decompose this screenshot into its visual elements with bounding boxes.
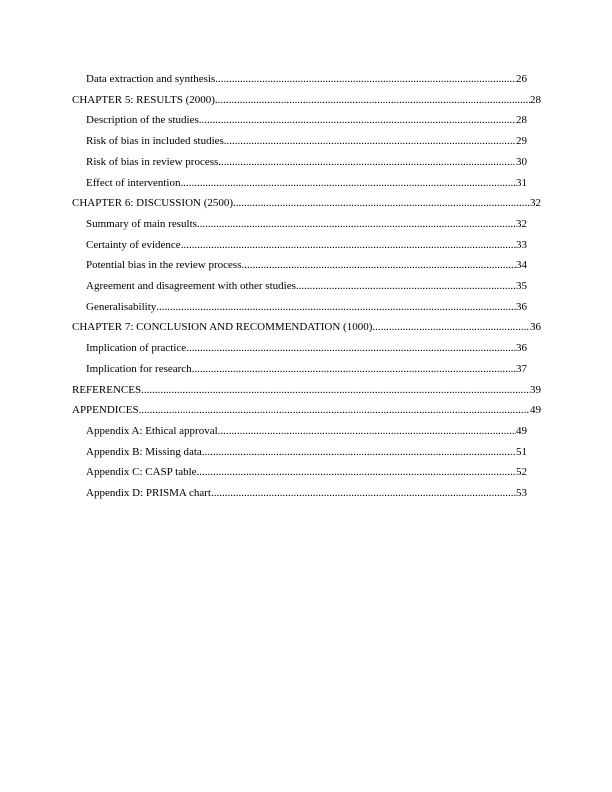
toc-dot-leader — [372, 317, 530, 337]
toc-dot-leader — [211, 483, 516, 503]
toc-dot-leader — [141, 380, 530, 400]
toc-section-entry[interactable] — [86, 235, 527, 255]
toc-section-entry[interactable] — [86, 442, 527, 462]
toc-page-number: 36 — [516, 342, 527, 355]
toc-dot-leader — [186, 338, 516, 358]
toc-page-number: 39 — [530, 383, 541, 396]
toc-chapter-entry[interactable] — [72, 193, 541, 213]
toc-entry-title: Implication of practice — [86, 342, 187, 355]
toc-dot-leader — [180, 173, 516, 193]
toc-entry-title: Data extraction and synthesis — [86, 73, 216, 85]
toc-entry-title: Appendix C: CASP table — [86, 466, 197, 479]
toc-page-number: 28 — [516, 114, 527, 127]
toc-dot-leader — [215, 90, 530, 110]
toc-section-entry[interactable] — [86, 297, 527, 317]
toc-entry-title: CHAPTER 6: DISCUSSION (2500) — [72, 197, 234, 210]
toc-section-entry[interactable] — [86, 152, 527, 172]
toc-chapter-entry[interactable] — [72, 90, 541, 110]
toc-dot-leader — [202, 442, 516, 462]
toc-page-number: 33 — [516, 238, 527, 251]
toc-entry-title: Agreement and disagreement with other studies — [86, 280, 296, 292]
toc-dot-leader — [242, 255, 517, 275]
toc-dot-leader — [156, 297, 516, 317]
toc-section-entry[interactable] — [86, 69, 527, 89]
toc-section-entry[interactable] — [86, 214, 527, 234]
toc-entry-title: Appendix A: Ethical approval — [86, 424, 218, 437]
toc-entry-title: Generalisability — [86, 300, 157, 313]
toc-chapter-entry[interactable] — [72, 400, 541, 420]
toc-page-number: 26 — [516, 73, 527, 85]
toc-entry-title: CHAPTER 7: CONCLUSION AND RECOMMENDATION (1000) — [72, 321, 373, 334]
toc-page-number: 29 — [516, 135, 527, 148]
toc-dot-leader — [224, 131, 516, 151]
toc-page-number: 36 — [516, 300, 527, 313]
toc-entry-title: Appendix B: Missing data — [86, 445, 202, 458]
toc-dot-leader — [197, 214, 516, 234]
toc-entry-title: Certainty of evidence — [86, 238, 181, 251]
toc-entry-title: Potential bias in the review process — [86, 259, 242, 272]
toc-dot-leader — [199, 110, 516, 130]
toc-page-number: 32 — [530, 197, 541, 210]
toc-page-number: 34 — [516, 259, 527, 272]
toc-entry-title: REFERENCES — [72, 383, 142, 396]
toc-dot-leader — [192, 359, 516, 379]
toc-dot-leader — [296, 276, 516, 296]
toc-section-entry[interactable] — [86, 359, 527, 379]
toc-entry-title: Appendix D: PRISMA chart — [86, 487, 211, 499]
toc-entry-title: Effect of intervention — [86, 176, 181, 189]
toc-section-entry[interactable] — [86, 131, 527, 151]
toc-page-number: 35 — [516, 280, 527, 292]
toc-chapter-entry[interactable] — [72, 317, 541, 337]
toc-dot-leader — [215, 69, 516, 89]
toc-section-entry[interactable] — [86, 173, 527, 193]
toc-page-number: 31 — [516, 176, 527, 189]
toc-page-number: 37 — [516, 362, 527, 375]
toc-page-number: 53 — [516, 487, 527, 499]
toc-section-entry[interactable] — [86, 255, 527, 275]
toc-entry-title: Risk of bias in review process — [86, 155, 219, 168]
toc-page-number: 32 — [516, 217, 527, 230]
toc-dot-leader — [181, 235, 516, 255]
toc-section-entry[interactable] — [86, 338, 527, 358]
toc-entry-title: Risk of bias in included studies — [86, 135, 224, 148]
toc-dot-leader — [218, 421, 516, 441]
toc-entry-title: Implication for research — [86, 362, 192, 375]
toc-page-number: 49 — [516, 424, 527, 437]
toc-section-entry[interactable] — [86, 483, 527, 503]
toc-entry-title: Summary of main results — [86, 217, 197, 230]
toc-section-entry[interactable] — [86, 421, 527, 441]
toc-chapter-entry[interactable] — [72, 380, 541, 400]
toc-dot-leader — [139, 400, 530, 420]
toc-dot-leader — [233, 193, 530, 213]
toc-page-number: 28 — [530, 93, 541, 106]
toc-page-number: 52 — [516, 466, 527, 479]
toc-entry-title: CHAPTER 5: RESULTS (2000) — [72, 93, 215, 106]
toc-page-number: 30 — [516, 155, 527, 168]
toc-page-number: 49 — [530, 404, 541, 417]
toc-page-number: 51 — [516, 445, 527, 458]
toc-dot-leader — [218, 152, 516, 172]
toc-page-number: 36 — [530, 321, 541, 334]
toc-entry-title: Description of the studies — [86, 114, 199, 127]
toc-dot-leader — [197, 462, 516, 482]
toc-section-entry[interactable] — [86, 110, 527, 130]
toc-section-entry[interactable] — [86, 276, 527, 296]
toc-entry-title: APPENDICES — [72, 404, 139, 417]
toc-section-entry[interactable] — [86, 462, 527, 482]
